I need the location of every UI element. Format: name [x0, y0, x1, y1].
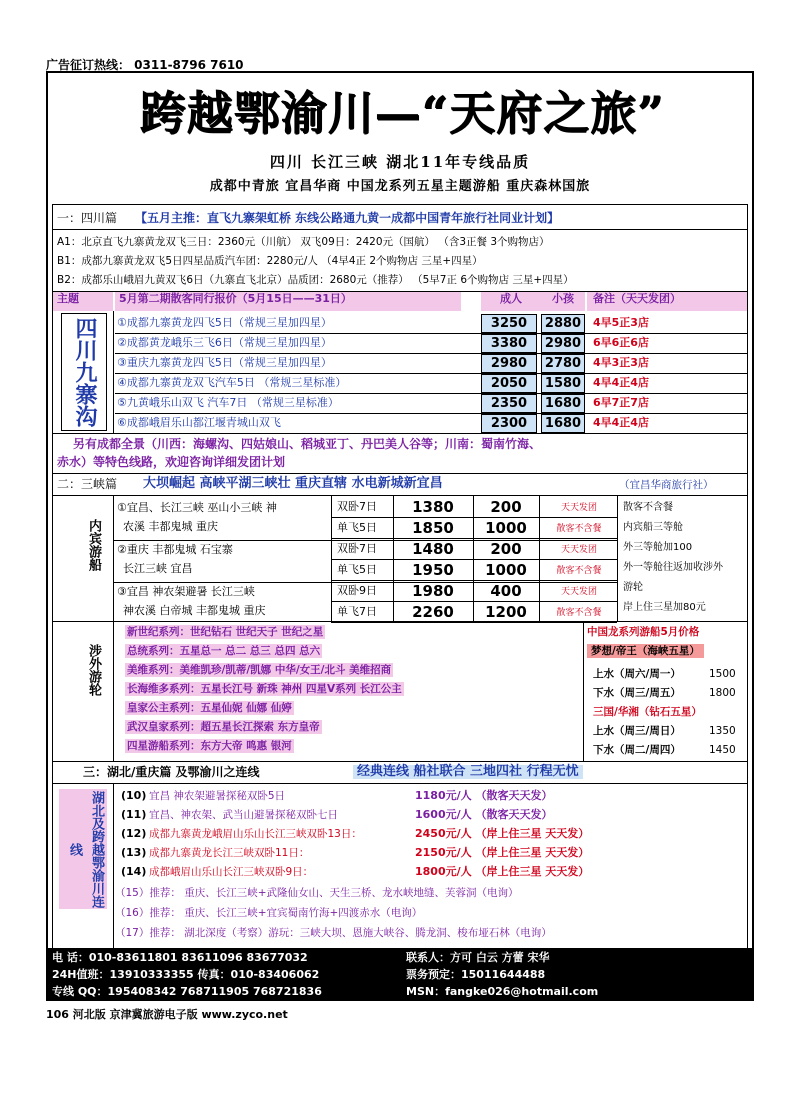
dragon-row-price: 1350: [709, 725, 736, 737]
s2-headline: 大坝崛起 高峡平湖三峡壮 重庆直辖 水电新城新宜昌: [143, 476, 443, 491]
s2-row-divider: [331, 622, 617, 623]
s2-group-line2: 神农溪 白帝城 丰都鬼城 重庆: [123, 604, 266, 617]
cruise-series: 美维系列：美维凯珍/凯蒂/凯娜 中华/女王/北斗 美维招商: [127, 664, 392, 676]
page-number: 106 河北版 京津冀旅游电子版 www.zyco.net: [46, 1008, 288, 1021]
footer-contact: 联系人：方可 白云 方蕾 宋华: [406, 951, 550, 964]
dragon-row-price: 1450: [709, 744, 736, 756]
dragon-row-price: 1500: [709, 668, 736, 680]
s2-row-adult: 1850: [412, 519, 454, 537]
contact-footer: [46, 948, 754, 1001]
s1-route-note: 4早4正4店: [593, 376, 649, 389]
s2-group-line1: ①宜昌、长江三峡 巫山小三峡 神: [117, 501, 277, 514]
s2-group-line2: 长江三峡 宜昌: [123, 562, 193, 575]
s3-item-text: 成都九寨黄龙峨眉山乐山长江三峡双卧13日：: [149, 828, 362, 840]
s1-row-divider: [115, 373, 747, 374]
s1-row-divider: [115, 393, 747, 394]
footer-ticket: 票务预定：15011644488: [406, 968, 546, 981]
s1-route-child: 2780: [541, 354, 585, 373]
dragon-sub: 梦想/帝王（海峡五星）: [587, 644, 704, 658]
s1-route-name: ⑥成都峨眉乐山都江堰青城山双飞: [117, 416, 281, 429]
s2-remark: 内宾船三等舱: [623, 522, 683, 533]
s1-also-2: 赤水）等特色线路，欢迎咨询详细发团计划: [57, 455, 286, 469]
s2-row-adult: 1480: [412, 540, 454, 558]
s1-route-adult: 3380: [481, 334, 537, 353]
s1-route-note: 4早5正3店: [593, 316, 649, 329]
partners-line: 成都中青旅 宜昌华商 中国龙系列五星主题游船 重庆森林国旅: [209, 179, 591, 194]
footer-qq: 专线 QQ：195408342 768711905 768721836: [52, 985, 322, 998]
s2-row-adult: 1980: [412, 582, 454, 600]
dragon-row-label: 上水（周三/周日）: [593, 725, 681, 737]
s1-b1: B1：成都九寨黄龙双飞5日四星品质汽车团：2280元/人 （4早4正 2个购物店 三星+四星）: [57, 255, 483, 267]
s1-route-note: 4早4正4店: [593, 416, 649, 429]
footer-tel: 电 话：010-83611801 83611096 83677032: [52, 951, 308, 964]
cruise-series: 四星游船系列：东方大帝 鸣惠 银河: [127, 740, 292, 752]
s3-item-price: 1180元/人 （散客天天发）: [415, 789, 553, 802]
s2-row-type: 双卧9日: [337, 584, 377, 597]
s3-recommendation: （16）推荐： 重庆、长江三峡+宜宾蜀南竹海+四渡赤水（电询）: [115, 907, 423, 919]
s1-route-child: 2980: [541, 334, 585, 353]
s2-row-child: 1000: [485, 519, 527, 537]
s1-route-adult: 3250: [481, 314, 537, 333]
cruise-series: 长海维多系列：五星长江号 新珠 神州 四星V系列 长江公主: [127, 683, 402, 695]
s2-row-child: 400: [490, 582, 522, 600]
ad-hotline: 广告征订热线： 0311-8796 7610: [46, 58, 244, 72]
s1-label: 一：四川篇: [57, 211, 118, 225]
head-note: 备注（天天发团）: [587, 292, 747, 311]
s2-row-note: 散客不含餐: [556, 524, 602, 534]
s3-item-price: 1600元/人 （散客天天发）: [415, 808, 553, 821]
s2-row-note: 天天发团: [560, 503, 597, 513]
s2-group-line2: 农溪 丰都鬼城 重庆: [123, 520, 218, 533]
s2-remark: 岸上住三星加80元: [623, 602, 706, 613]
cruise-series: 武汉皇家系列：超五星长江探索 东方皇帝: [127, 721, 320, 733]
s2-row-adult: 2260: [412, 603, 454, 621]
s3-label: 三：湖北/重庆篇 及鄂渝川之连线: [83, 765, 260, 779]
s3-recommendation: （15）推荐： 重庆、长江三峡+武隆仙女山、天生三桥、龙水峡地缝、芙蓉洞（电询）: [115, 887, 519, 899]
s1-route-child: 1680: [541, 394, 585, 413]
s2-row-type: 单飞5日: [337, 521, 377, 534]
s2-row-divider: [331, 517, 617, 518]
s2-group-divider: [113, 540, 617, 541]
s2-group-line1: ③宜昌 神农架避暑 长江三峡: [117, 585, 255, 598]
content-table: [52, 204, 748, 949]
s3-item-number: (14): [121, 865, 147, 878]
s1-route-child: 1680: [541, 414, 585, 433]
s1-route-name: ②成都黄龙峨乐三飞6日（常规三星加四星）: [117, 336, 332, 349]
s2-row-adult: 1950: [412, 561, 454, 579]
s1-route-adult: 2350: [481, 394, 537, 413]
s2-row-type: 单飞7日: [337, 605, 377, 618]
s2-row-divider: [331, 601, 617, 602]
s2-row-type: 双卧7日: [337, 542, 377, 555]
s2-row-note: 散客不含餐: [556, 566, 602, 576]
s3-item-text: 成都九寨黄龙长江三峡双卧11日：: [149, 847, 310, 859]
s2-row-divider: [331, 580, 617, 581]
s2-group-divider: [113, 582, 617, 583]
s1-route-adult: 2980: [481, 354, 537, 373]
foreign-side-label: 涉外游轮: [86, 644, 101, 696]
s1-route-name: ③重庆九寨黄龙四飞5日（常规三星加四星）: [117, 356, 332, 369]
s3-item-number: (12): [121, 827, 147, 840]
s2-row-note: 天天发团: [560, 545, 597, 555]
s3-item-number: (13): [121, 846, 147, 859]
s3-item-text: 成都峨眉山乐山长江三峡双卧9日：: [149, 866, 314, 878]
dragon-row-label: 下水（周二/周四）: [593, 744, 681, 756]
s2-tag: （宜昌华商旅行社）: [619, 479, 714, 491]
dragon-row-label: 上水（周六/周一）: [593, 668, 681, 680]
dragon-title: 中国龙系列游船5月价格: [587, 626, 700, 638]
s1-a1: A1：北京直飞九寨黄龙双飞三日：2360元（川航） 双飞09日：2420元（国航） （含3正餐 3个购物店）: [57, 236, 550, 248]
s1-row-divider: [115, 413, 747, 414]
s3-item-text: 宜昌 神农架避暑探秘双卧5日: [149, 790, 286, 802]
s1-route-note: 4早3正3店: [593, 356, 649, 369]
s2-row-type: 双卧7日: [337, 500, 377, 513]
s1-route-name: ⑤九黄峨乐山双飞 汽车7日 （常规三星标准）: [117, 396, 339, 409]
footer-msn: MSN：fangke026@hotmail.com: [406, 985, 599, 998]
s2-label: 二：三峡篇: [57, 477, 118, 491]
s2-remark: 散客不含餐: [623, 502, 673, 513]
s2-row-divider: [331, 559, 617, 560]
s2-row-divider: [331, 538, 617, 539]
s3-side-label: 湖北及跨越鄂渝川连线: [59, 789, 107, 909]
s1-route-name: ①成都九寨黄龙四飞5日（常规三星加四星）: [117, 316, 332, 329]
subtitle: 四川 长江三峡 湖北11年专线品质: [269, 153, 531, 171]
s2-row-child: 200: [490, 540, 522, 558]
s1-b2: B2：成都乐山峨眉九黄双飞6日（九寨直飞北京）品质团：2680元（推荐） （5早7正 6个购物店 三星+四星）: [57, 274, 574, 286]
cruise-series: 新世纪系列：世纪钻石 世纪天子 世纪之星: [127, 626, 324, 638]
s1-headline: 【五月主推：直飞九寨架虹桥 东线公路通九黄一成都中国青年旅行社同业计划】: [135, 211, 560, 225]
footer-24h: 24H值班：13910333355 传真：010-83406062: [52, 968, 320, 981]
dragon-row-price: 1800: [709, 687, 736, 699]
s1-route-adult: 2300: [481, 414, 537, 433]
s2-side-label: 内宾游船: [86, 519, 101, 571]
s3-headline: 经典连线 船社联合 三地四社 行程无忧: [353, 765, 583, 779]
head-main: 主题: [53, 292, 113, 311]
cruise-series: 皇家公主系列：五星仙妮 仙娜 仙婷: [127, 702, 292, 714]
s2-group-line1: ②重庆 丰都鬼城 石宝寨: [117, 543, 233, 556]
s2-row-child: 1200: [485, 603, 527, 621]
s1-row-divider: [115, 333, 747, 334]
s2-row-type: 单飞5日: [337, 563, 377, 576]
s1-side-label: 四川九寨沟: [61, 313, 107, 431]
s3-item-price: 1800元/人 （岸上住三星 天天发）: [415, 865, 590, 878]
s3-item-number: (10): [121, 789, 147, 802]
s1-route-name: ④成都九寨黄龙双飞汽车5日 （常规三星标准）: [117, 376, 347, 389]
s2-row-note: 天天发团: [560, 587, 597, 597]
s3-item-number: (11): [121, 808, 147, 821]
cruise-series: 总统系列：五星总一 总二 总三 总四 总六: [127, 645, 321, 657]
s2-remark: 外三等舱加100: [623, 542, 693, 553]
s2-row-adult: 1380: [412, 498, 454, 516]
s3-recommendation: （17）推荐： 湖北深度（考察）游玩：三峡大坝、恩施大峡谷、腾龙洞、梭布垭石林（电询）: [115, 927, 552, 939]
dragon-row-label: 下水（周三/周五）: [593, 687, 681, 699]
head-route: 5月第二期散客同行报价（5月15日——31日）: [115, 292, 461, 311]
s1-route-adult: 2050: [481, 374, 537, 393]
s1-route-child: 2880: [541, 314, 585, 333]
head-adult: 成人: [481, 292, 541, 311]
s3-item-price: 2150元/人 （岸上住三星 天天发）: [415, 846, 590, 859]
s2-row-note: 散客不含餐: [556, 608, 602, 618]
head-child: 小孩: [541, 292, 585, 311]
s2-remark: 游轮: [623, 582, 643, 593]
s3-item-text: 宜昌、神农架、武当山避暑探秘双卧七日: [149, 809, 338, 821]
s1-also-1: 另有成都全景（川西：海螺沟、四姑娘山、稻城亚丁、丹巴美人谷等；川南：蜀南竹海、: [73, 437, 542, 451]
s2-row-child: 200: [490, 498, 522, 516]
s1-route-child: 1580: [541, 374, 585, 393]
dragon-row-label: 三国/华湘（钻石五星）: [593, 706, 702, 718]
s2-remark: 外一等舱往返加收涉外: [623, 562, 723, 573]
s2-row-child: 1000: [485, 561, 527, 579]
s1-route-note: 6早6正6店: [593, 336, 649, 349]
s1-row-divider: [115, 353, 747, 354]
s3-item-price: 2450元/人 （岸上住三星 天天发）: [415, 827, 590, 840]
page-title: 跨越鄂渝川—“天府之旅”: [139, 86, 665, 140]
s1-route-note: 6早7正7店: [593, 396, 649, 409]
